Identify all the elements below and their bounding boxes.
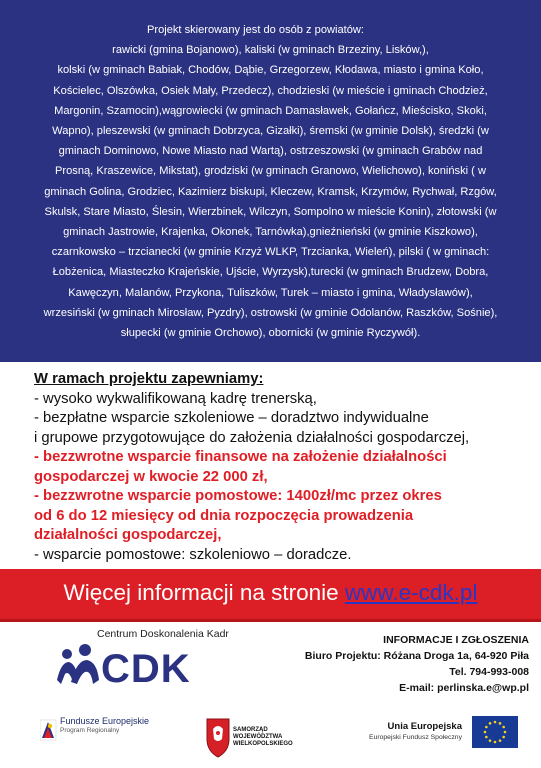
benefit-line: od 6 do 12 miesięcy od dnia rozpoczęcia prowadzenia	[34, 507, 414, 524]
district-line: Wapno), pleszewski (w gminach Dobrzyca, Gizałki), śremski (w gminie Dolsk), średzki (w	[52, 125, 489, 138]
eu-star	[499, 722, 502, 725]
contact-heading: INFORMACJE I ZGŁOSZENIA	[383, 634, 529, 646]
eu-star	[485, 726, 488, 729]
wielkopolska-text: SAMORZĄD WOJEWÓDZTWA WIELKOPOLSKIEGO	[233, 727, 293, 747]
eu-star	[502, 736, 505, 739]
ue-text	[362, 721, 462, 743]
benefits-heading: W ramach projektu zapewniamy:	[34, 371, 264, 387]
benefit-line: - wysoko wykwalifikowaną kadrę trenerską,	[34, 390, 317, 407]
banner-label: Więcej informacji na stronie	[63, 580, 345, 605]
eu-flag-icon	[472, 716, 518, 748]
district-line: gminach Jastrowie, Krajenka, Okonek, Tarnówka),gnieźnieński (w gminie Kiszkowo),	[63, 226, 478, 239]
benefit-line: - bezpłatne wsparcie szkoleniowe – doradztwo indywidualne	[34, 410, 429, 426]
district-line: gminach Dominowo, Nowe Miasto nad Wartą), ostrzeszowski (w gminach Grabów nad	[58, 145, 483, 158]
benefit-line: - bezzwrotne wsparcie pomostowe: 1400zł/mc przez okres	[34, 488, 442, 504]
district-line: słupecki (w gminie Orchowo), obornicki (w gminie Ryczywół).	[120, 327, 421, 340]
eu-star	[485, 736, 488, 739]
district-list	[8, 20, 533, 343]
eu-star	[504, 731, 507, 734]
district-line: Skulsk, Stare Miasto, Ślesin, Wierzbinek, Wilczyn, Sompolno w mieście Konin), złotowski (w	[44, 205, 497, 218]
info-banner-text	[0, 570, 541, 616]
funds-title: Fundusze Europejskie	[60, 716, 150, 726]
benefit-line: działalności gospodarczej,	[34, 527, 222, 543]
fundusze-text	[60, 716, 149, 736]
eu-star	[489, 739, 492, 742]
district-line: Łobżenica, Miasteczko Krajeńskie, Ujście, Wyrzysk),turecki (w gminach Brudzew, Dobra,	[52, 266, 489, 279]
project-benefits	[34, 370, 534, 565]
office-address: Biuro Projektu: Różana Droga 1a, 64-920 Piła	[304, 650, 529, 662]
district-line: Kościelec, Olszówka, Osiek Mały, Przedecz), chodzieski (w mieście i gminach Chodzież,	[53, 84, 488, 97]
banner-shadow	[0, 619, 541, 622]
district-line: wrzesiński (w gminach Mirosław, Pyzdry), ostrowski (w gminie Odolanów, Raszków, Sośnie),	[43, 306, 498, 319]
district-line: Margonin, Szamocin),wągrowiecki (w gminach Damasławek, Gołańcz, Mieścisko, Skoki,	[54, 104, 487, 117]
ue-title: Unia Europejska	[387, 721, 462, 732]
eu-star	[484, 731, 487, 734]
district-line: Kawęczyn, Malanów, Przykona, Tuliszków, Turek – miasto i gmina, Władysławów),	[68, 286, 473, 299]
contact-block	[305, 632, 529, 696]
website-link[interactable]: www.e-cdk.pl	[344, 580, 478, 605]
eu-star	[502, 726, 505, 729]
district-line: Prosną, Kraszewice, Mikstat), grodziski (w gminach Granowo, Wielichowo), koniński ( w	[55, 165, 486, 178]
benefit-line: i grupowe przygotowujące do założenia działalności gospodarczej,	[34, 429, 470, 446]
cdk-org-name: Centrum Doskonalenia Kadr	[97, 628, 229, 640]
district-line: gminach Golina, Grodziec, Kazimierz biskupi, Kleczew, Kramsk, Krzymów, Rychwał, Rzgów,	[44, 185, 497, 198]
district-line: czarnkowsko – trzcianecki (w gminie Krzyż WLKP, Trzcianka, Wieleń), pilski ( w gminach:	[51, 246, 490, 259]
eu-star	[494, 721, 497, 724]
benefit-line: gospodarczej w kwocie 22 000 zł,	[34, 468, 268, 485]
district-line: rawicki (gmina Bojanowo), kaliski (w gminach Brzeziny, Lisków,),	[112, 44, 429, 57]
district-line: kolski (w gminach Babiak, Chodów, Dąbie, Grzegorzew, Kłodawa, miasto i gmina Koło,	[57, 64, 484, 77]
benefit-line: - wsparcie pomostowe: szkoleniowo – doradcze.	[34, 546, 352, 563]
eu-star	[489, 722, 492, 725]
email-address: E-mail: perlinska.e@wp.pl	[399, 682, 529, 694]
funds-sub: Program Regionalny	[60, 727, 120, 734]
ue-sub: Europejski Fundusz Społeczny	[369, 734, 462, 741]
eu-star	[499, 739, 502, 742]
phone-number: Tel. 794-993-008	[449, 666, 529, 678]
district-line: Projekt skierowany jest do osób z powiatów:	[146, 24, 365, 36]
cdk-logo-text: CDK	[101, 647, 191, 688]
eu-star	[494, 741, 497, 744]
benefit-line: - bezzwrotne wsparcie finansowe na założenie działalności	[34, 449, 447, 465]
